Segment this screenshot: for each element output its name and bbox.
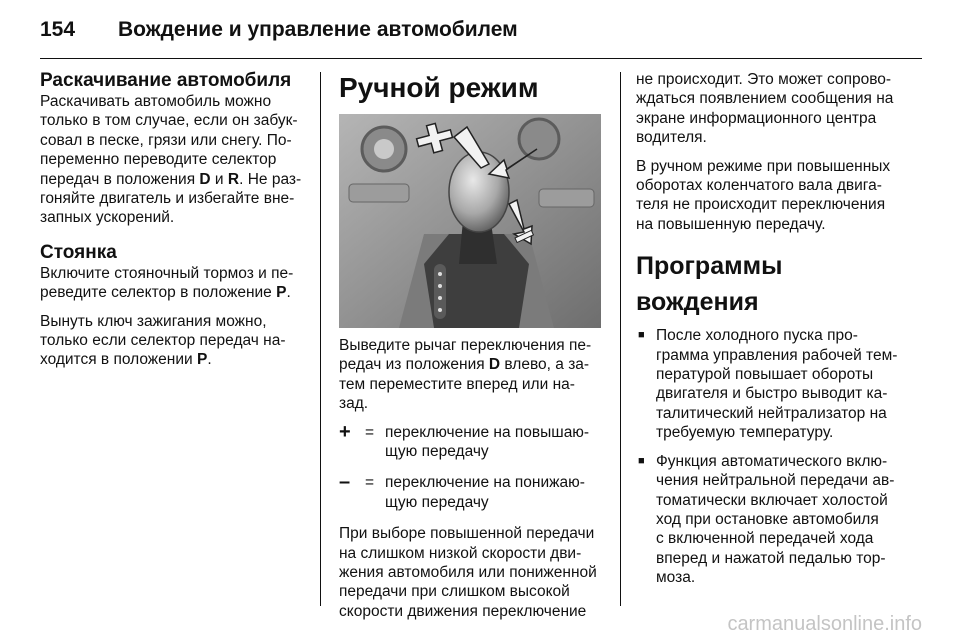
section-title-rocking: Раскачивание автомобиля — [40, 70, 292, 91]
text-line: моза. — [656, 569, 696, 587]
text-line: ходится в положении — [40, 351, 197, 369]
definition-text — [385, 423, 605, 462]
text-line: В ручном режиме при повышенных — [636, 157, 891, 175]
text-line: с включенной передачей хода — [656, 530, 874, 548]
text-line: водителя. — [636, 129, 707, 147]
parking-paragraph-2 — [40, 312, 306, 370]
page-number: 154 — [40, 18, 76, 41]
minus-icon: – — [339, 471, 351, 494]
text-line: на слишком низкой скорости дви- — [339, 544, 582, 562]
text-line: редач из положения — [339, 356, 489, 374]
list-item — [636, 326, 902, 442]
header-rule — [40, 58, 922, 59]
text-line: требуемую температуру. — [656, 424, 834, 442]
equals-sign: = — [365, 474, 375, 492]
text-line: жения автомобиля или пониженной — [339, 564, 597, 582]
text-line: ждаться появлением сообщения на — [636, 90, 894, 108]
column-1 — [40, 70, 306, 379]
rocking-paragraph — [40, 92, 306, 228]
page-header — [40, 10, 518, 50]
text-line: гоняйте двигатель и избегайте вне- — [40, 190, 295, 208]
definition-text — [385, 473, 605, 512]
continuation-paragraph — [636, 70, 902, 148]
text-fragment: и — [210, 170, 228, 188]
manual-mode-note — [339, 524, 605, 621]
gear-d: D — [488, 356, 501, 374]
text-line: Вынуть ключ зажигания можно, — [40, 312, 267, 330]
driving-programs-list — [636, 326, 902, 587]
watermark: carmanualsonline.info — [727, 613, 922, 635]
gear-r: R — [227, 170, 240, 188]
text-fragment: влево, а за- — [500, 356, 590, 374]
text-line: вперед и нажатой педалью тор- — [656, 549, 886, 567]
text-line: пературой повышает обороты — [656, 366, 874, 384]
list-item-text — [656, 452, 902, 588]
manual-mode-paragraph — [339, 336, 605, 414]
text-fragment: . — [286, 284, 291, 302]
column-2 — [339, 70, 605, 630]
text-line: теля не происходит переключения — [636, 196, 886, 214]
text-line: чения нейтральной передачи ав- — [656, 472, 895, 490]
section-title-driving-programs: Программы вождения — [636, 252, 783, 317]
text-line: переключение на повышаю- — [385, 423, 590, 441]
parking-paragraph-1 — [40, 264, 306, 303]
text-line: переменно переводите селектор — [40, 151, 277, 169]
text-line: ход при остановке автомобиля — [656, 510, 879, 528]
column-3 — [636, 70, 902, 597]
text-line: совал в песке, грязи или снегу. По- — [40, 131, 292, 149]
text-line: зад. — [339, 395, 369, 413]
text-line: щую передачу — [385, 443, 489, 461]
equals-sign: = — [365, 423, 375, 441]
section-title-manual-mode: Ручной режим — [339, 72, 539, 103]
gear-d: D — [199, 170, 211, 188]
text-line: Включите стояночный тормоз и пе- — [40, 264, 294, 282]
text-line: талитический нейтрализатор на — [656, 404, 887, 422]
high-rpm-paragraph — [636, 157, 902, 235]
text-line: щую передачу — [385, 493, 489, 511]
text-line: оборотах коленчатого вала двига- — [636, 177, 882, 195]
definition-upshift — [339, 420, 605, 462]
column-divider-1 — [320, 72, 321, 606]
text-line: не происходит. Это может сопрово- — [636, 71, 892, 88]
text-line: реведите селектор в положение — [40, 284, 277, 302]
list-item-text — [656, 326, 902, 442]
text-line: Функция автоматического вклю- — [656, 452, 888, 470]
text-line: двигателя и быстро выводит ка- — [656, 385, 888, 403]
text-line: экране информационного центра — [636, 109, 877, 127]
gear-selector-illustration — [339, 114, 601, 328]
plus-icon: + — [339, 420, 351, 443]
text-line: При выборе повышенной передачи — [339, 525, 595, 543]
bullet-icon: ■ — [638, 329, 645, 342]
text-line: Раскачивать автомобиль можно — [40, 93, 272, 110]
column-divider-2 — [620, 72, 621, 606]
text-fragment: . Не раз- — [239, 170, 302, 188]
list-item — [636, 452, 902, 588]
gear-selector-photo — [339, 114, 601, 328]
text-line: только в том случае, если он забук- — [40, 112, 298, 130]
text-line: грамма управления рабочей тем- — [656, 346, 898, 364]
text-line: Выведите рычаг переключения пе- — [339, 337, 592, 354]
text-fragment: . — [207, 351, 212, 369]
text-line: передачи при слишком высокой — [339, 583, 570, 601]
gear-p: P — [276, 284, 287, 302]
text-line: на повышенную передачу. — [636, 215, 826, 233]
text-line: передач в положения — [40, 170, 200, 188]
text-line: тем переместите вперед или на- — [339, 375, 575, 393]
text-line: переключение на понижаю- — [385, 474, 585, 492]
text-line: скорости движения переключение — [339, 602, 587, 620]
text-line: только если селектор передач на- — [40, 332, 286, 350]
chapter-title: Вождение и управление автомобилем — [118, 18, 518, 41]
text-line: запных ускорений. — [40, 209, 175, 227]
definition-downshift — [339, 473, 605, 512]
gear-p: P — [196, 351, 208, 369]
text-line: томатически включает холостой — [656, 491, 888, 509]
text-line: После холодного пуска про- — [656, 327, 858, 345]
bullet-icon: ■ — [638, 454, 645, 467]
section-title-parking: Стоянка — [40, 241, 117, 263]
